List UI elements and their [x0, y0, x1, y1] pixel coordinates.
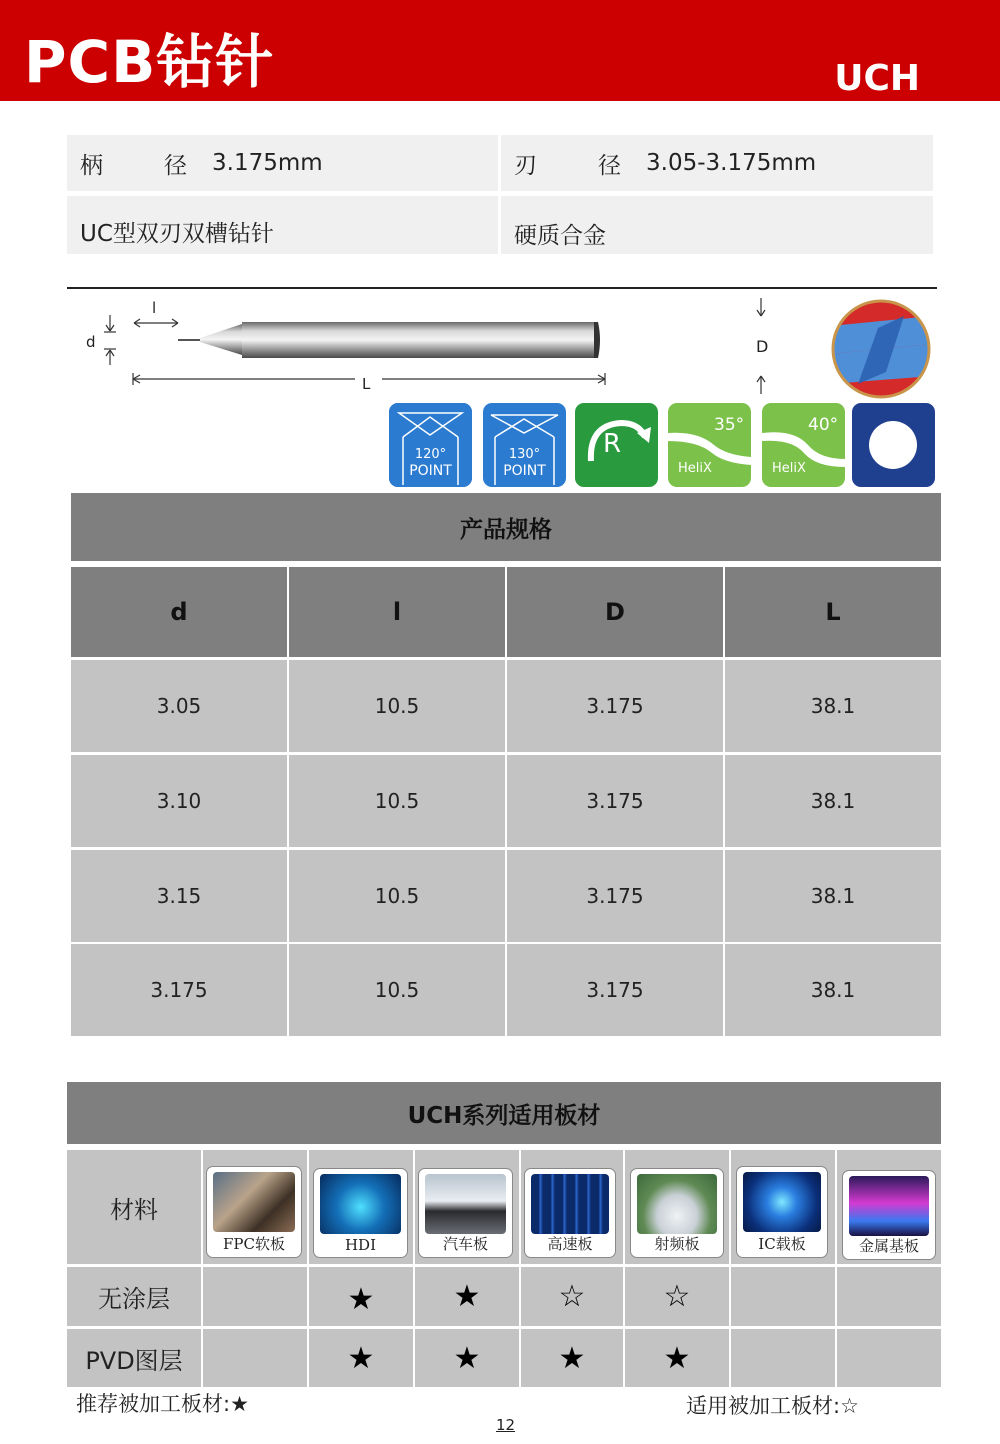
helix-40-icon	[762, 403, 845, 487]
shank-value: 3.175mm	[212, 150, 323, 176]
cell-l: 10.5	[289, 755, 505, 847]
radius-text: R	[603, 429, 622, 459]
material-cell: 硬质合金	[501, 196, 933, 254]
header-band	[0, 0, 1000, 101]
mark-cell	[731, 1329, 835, 1387]
cell-D: 3.175	[507, 944, 723, 1036]
cell-l: 10.5	[289, 944, 505, 1036]
col-header-D: D	[507, 567, 723, 657]
cross-section-icon	[830, 298, 932, 400]
col-header-L: L	[725, 567, 941, 657]
legend-recommended: 推荐被加工板材:★	[76, 1392, 249, 1416]
helix-40-text: HeliX	[772, 461, 806, 476]
spec-table-title: 产品规格	[71, 493, 941, 561]
series-code: UCH	[834, 58, 920, 99]
row-label-material: 材料	[67, 1150, 201, 1264]
cell-L: 38.1	[725, 755, 941, 847]
board-thumb-hdi	[313, 1168, 408, 1258]
board-label: IC载板	[758, 1235, 806, 1253]
helix-35-icon	[668, 403, 751, 487]
mark-cell: ★	[309, 1267, 413, 1326]
col-header-d: d	[71, 567, 287, 657]
mark-cell: ★	[415, 1267, 519, 1326]
mark-cell: ★	[521, 1329, 623, 1387]
mark-cell: ★	[309, 1329, 413, 1387]
blade-value: 3.05-3.175mm	[646, 150, 817, 176]
board-label: 金属基板	[858, 1237, 919, 1255]
point-130-icon	[483, 403, 566, 487]
board-thumb-highspeed	[524, 1168, 616, 1258]
page-number: 12	[496, 1416, 516, 1434]
board-thumb-rf	[630, 1168, 724, 1258]
mark-cell	[837, 1267, 941, 1326]
shank-diameter-cell	[67, 135, 498, 191]
board-thumb-fpc	[206, 1166, 302, 1258]
drill-drawing	[70, 295, 630, 395]
board-label: 汽车板	[442, 1235, 488, 1253]
cell-D: 3.175	[507, 850, 723, 942]
point-120-deg: 120°	[414, 447, 447, 462]
round-shank-icon	[852, 403, 935, 487]
row-label-uncoated: 无涂层	[67, 1267, 201, 1326]
board-label: 高速板	[547, 1235, 593, 1253]
page-title: PCB钻针	[24, 28, 275, 96]
cell-l: 10.5	[289, 850, 505, 942]
mark-cell: ☆	[625, 1267, 729, 1326]
helix-40-deg: 40°	[808, 415, 839, 435]
blade-label-b: 径	[598, 152, 621, 179]
mark-cell: ★	[415, 1329, 519, 1387]
cell-D: 3.175	[507, 660, 723, 752]
cell-L: 38.1	[725, 660, 941, 752]
board-thumb-metal	[842, 1170, 936, 1260]
board-label: 射频板	[654, 1235, 700, 1253]
helix-35-deg: 35°	[714, 415, 745, 435]
mark-cell: ☆	[521, 1267, 623, 1326]
board-thumb-auto	[418, 1168, 513, 1258]
board-label: FPC软板	[223, 1235, 285, 1253]
board-thumb-ic	[736, 1166, 828, 1258]
mark-cell	[731, 1267, 835, 1326]
drawing-label-D: D	[756, 337, 769, 356]
cell-d: 3.15	[71, 850, 287, 942]
board-label: HDI	[344, 1236, 377, 1254]
mark-cell: ★	[625, 1329, 729, 1387]
drawing-label-L: L	[362, 375, 371, 393]
divider-line	[67, 287, 937, 289]
radius-icon	[575, 403, 658, 487]
mark-cell	[203, 1267, 307, 1326]
drawing-label-l: l	[152, 299, 157, 317]
cell-d: 3.175	[71, 944, 287, 1036]
mark-cell	[837, 1329, 941, 1387]
mark-cell	[203, 1329, 307, 1387]
point-130-text: POINT	[503, 463, 546, 479]
point-120-text: POINT	[409, 463, 452, 479]
drill-type-cell: UC型双刃双槽钻针	[67, 196, 498, 254]
point-130-deg: 130°	[508, 447, 541, 462]
shank-label-a: 柄	[80, 152, 103, 179]
cell-L: 38.1	[725, 850, 941, 942]
drawing-label-d: d	[86, 333, 96, 351]
legend-applicable: 适用被加工板材:☆	[686, 1394, 859, 1418]
row-label-pvd: PVD图层	[67, 1329, 201, 1387]
col-header-l: l	[289, 567, 505, 657]
cell-L: 38.1	[725, 944, 941, 1036]
cell-d: 3.10	[71, 755, 287, 847]
point-120-icon	[389, 403, 472, 487]
cell-l: 10.5	[289, 660, 505, 752]
materials-table-title: UCH系列适用板材	[67, 1082, 941, 1144]
blade-diameter-cell	[501, 135, 933, 191]
shank-label-b: 径	[164, 152, 187, 179]
helix-35-text: HeliX	[678, 461, 712, 476]
cell-d: 3.05	[71, 660, 287, 752]
blade-label-a: 刃	[514, 152, 537, 179]
cell-D: 3.175	[507, 755, 723, 847]
